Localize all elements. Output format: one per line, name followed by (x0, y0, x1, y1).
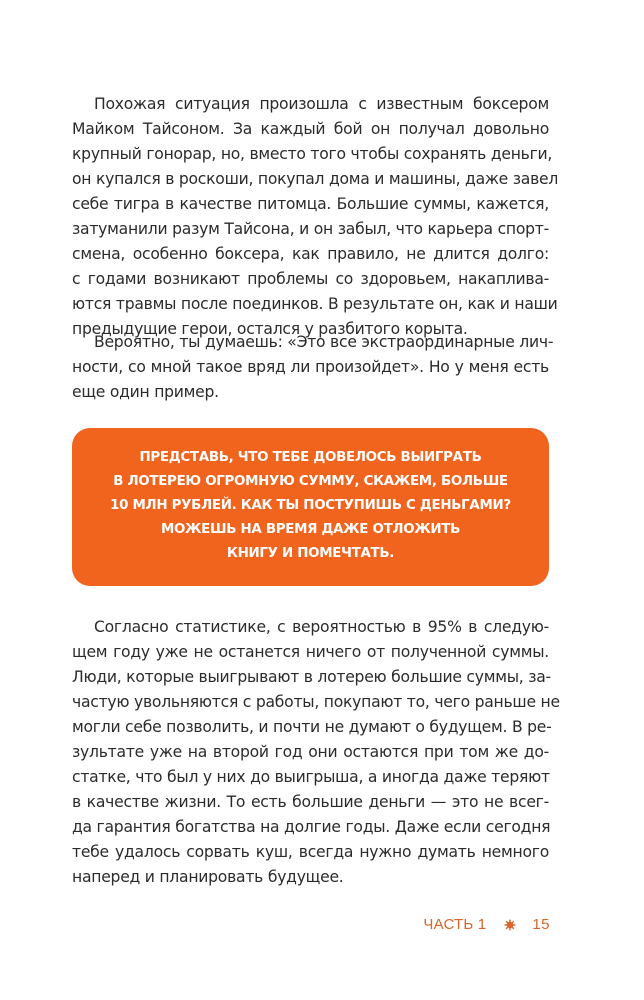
callout-box (72, 428, 549, 586)
text-line: Вероятно, ты думаешь: «Это все экстраординарные лич- (94, 333, 554, 351)
callout-line: В ЛОТЕРЕЮ ОГРОМНУЮ СУММУ, СКАЖЕМ, БОЛЬШЕ (113, 474, 508, 489)
text-line: в качестве жизни. То есть большие деньги — это не всег- (72, 793, 549, 811)
text-line: зультате уже на второй год они остаются при том же до- (72, 743, 549, 761)
text-line: смена, особенно боксера, как правило, не длится долго: (72, 245, 549, 263)
text-line: Люди, которые выигрывают в лотерею большие суммы, за- (72, 668, 551, 686)
text-line: могли себе позволить, и почти не думают о будущем. В ре- (72, 718, 552, 736)
paragraph-extraordinary (72, 330, 554, 405)
callout-line: МОЖЕШЬ НА ВРЕМЯ ДАЖЕ ОТЛОЖИТЬ (160, 522, 461, 537)
text-line: наперед и планировать будущее. (72, 868, 344, 886)
text-line: частую увольняются с работы, покупают то, чего раньше не (72, 693, 560, 711)
text-line: ются травмы после поединков. В результате он, как и наши (72, 295, 558, 313)
paragraph-statistics (72, 615, 560, 890)
callout-line: ПРЕДСТАВЬ, ЧТО ТЕБЕ ДОВЕЛОСЬ ВЫИГРАТЬ (139, 450, 482, 465)
text-line: затуманили разум Тайсона, и он забыл, что карьера спорт- (72, 220, 549, 238)
text-line: статке, что был у них до выигрыша, а иногда даже теряют (72, 768, 550, 786)
running-footer (400, 912, 550, 936)
star-burst-icon (504, 918, 516, 930)
text-line: щем году уже не останется ничего от полученной суммы. (72, 643, 549, 661)
section-label: ЧАСТЬ 1 (423, 915, 487, 933)
text-line: Майком Тайсоном. За каждый бой он получал довольно (72, 120, 549, 138)
text-line: себе тигра в качестве питомца. Большие суммы, кажется, (72, 195, 549, 213)
page-number: 15 (532, 915, 550, 933)
text-line: ности, со мной такое вряд ли произойдет». Но у меня есть (72, 358, 549, 376)
text-line: да гарантия богатства на долгие годы. Даже если сегодня (72, 818, 551, 836)
text-line: он купался в роскоши, покупал дома и машины, даже завел (72, 170, 559, 188)
text-line: Похожая ситуация произошла с известным боксером (94, 95, 549, 113)
text-line: Согласно статистике, с вероятностью в 95% в следую- (94, 618, 549, 636)
callout-line: 10 МЛН РУБЛЕЙ. КАК ТЫ ПОСТУПИШЬ С ДЕНЬГАМИ? (110, 498, 511, 513)
callout-line: КНИГУ И ПОМЕЧТАТЬ. (226, 546, 395, 561)
text-line: тебе удалось сорвать куш, всегда нужно думать немного (72, 843, 549, 861)
text-line: крупный гонорар, но, вместо того чтобы сохранять деньги, (72, 145, 553, 163)
text-line: предыдущие герои, остался у разбитого корыта. (72, 320, 468, 338)
text-line: еще один пример. (72, 383, 219, 401)
text-line: с годами возникают проблемы со здоровьем, накаплива- (72, 270, 549, 288)
